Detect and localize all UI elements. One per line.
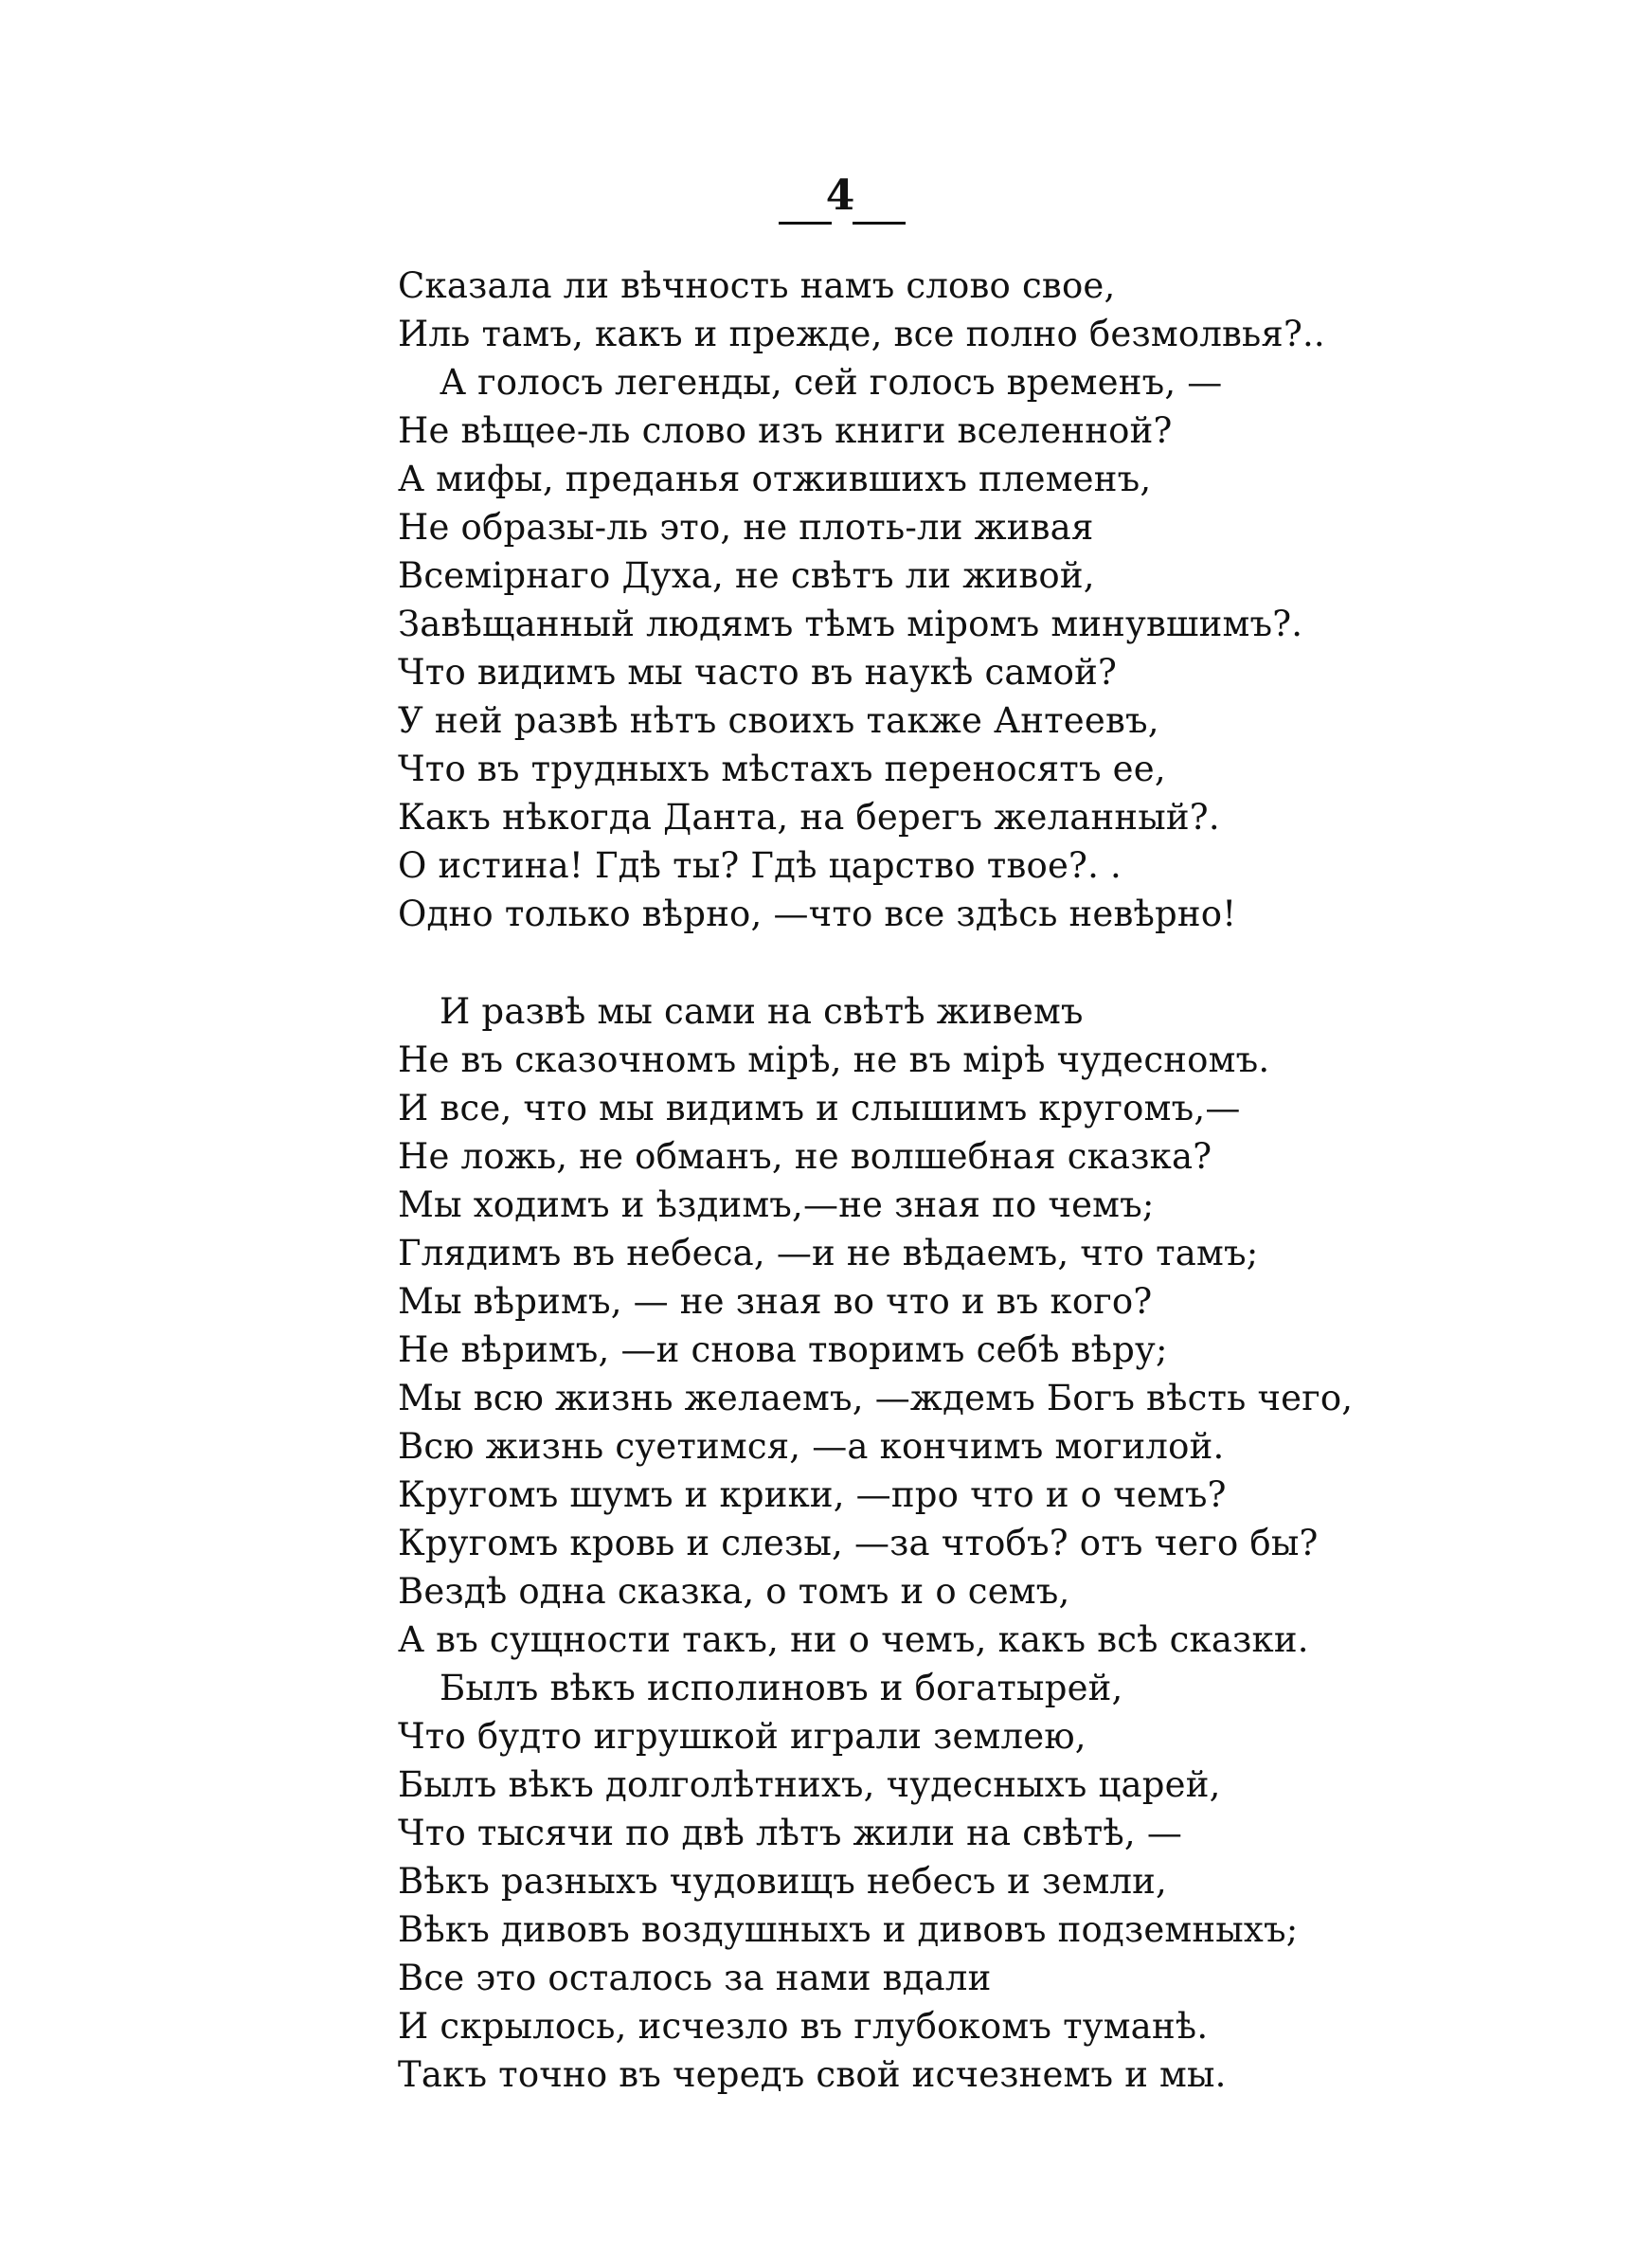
verse-line: Кругомъ шумъ и крики, —про что и о чемъ? <box>398 1474 1227 1515</box>
verse-line: Былъ вѣкъ исполиновъ и богатырей, <box>440 1668 1123 1708</box>
verse-line: Одно только вѣрно, —что все здѣсь невѣрно! <box>398 894 1237 934</box>
verse-line: Всемірнаго Духа, не свѣтъ ли живой, <box>398 555 1095 596</box>
verse-line: Мы вѣримъ, — не зная во что и въ кого? <box>398 1281 1153 1322</box>
verse-line: Что тысячи по двѣ лѣтъ жили на свѣтѣ, — <box>398 1813 1183 1853</box>
verse-line: Все это осталось за нами вдали <box>398 1958 992 1998</box>
verse-line: Какъ нѣкогда Данта, на берегъ желанный?. <box>398 797 1220 838</box>
verse-line: А мифы, преданья отжившихъ племенъ, <box>398 459 1152 499</box>
verse-line: Мы ходимъ и ѣздимъ,—не зная по чемъ; <box>398 1184 1155 1225</box>
verse-line: Не вѣримъ, —и снова творимъ себѣ вѣру; <box>398 1329 1168 1370</box>
verse-line: О истина! Гдѣ ты? Гдѣ царство твое?. . <box>398 845 1122 886</box>
verse-line: Не вѣщее-ль слово изъ книги вселенной? <box>398 410 1173 451</box>
verse-line: Иль тамъ, какъ и прежде, все полно безмолвья?.. <box>398 314 1325 354</box>
page-number-rule-right <box>853 222 906 225</box>
page-number: 4 <box>825 172 855 220</box>
stanza-1 <box>398 262 1345 938</box>
verse-line: Завѣщанный людямъ тѣмъ міромъ минувшимъ?. <box>398 604 1303 644</box>
verse-line: У ней развѣ нѣтъ своихъ также Антеевъ, <box>398 700 1159 741</box>
verse-line: Сказала ли вѣчность намъ слово свое, <box>398 265 1116 306</box>
verse-line: И развѣ мы сами на свѣтѣ живемъ <box>440 991 1084 1032</box>
stanza-2 <box>398 987 1354 2099</box>
verse-line: Вѣкъ дивовъ воздушныхъ и дивовъ подземныхъ; <box>398 1909 1299 1950</box>
verse-line: Не образы-ль это, не плоть-ли живая <box>398 507 1094 548</box>
verse-line: И все, что мы видимъ и слышимъ кругомъ,— <box>398 1088 1241 1128</box>
verse-line: Не въ сказочномъ мірѣ, не въ мірѣ чудесномъ. <box>398 1039 1270 1080</box>
verse-line: Вездѣ одна сказка, о томъ и о семъ, <box>398 1571 1070 1612</box>
verse-line: Кругомъ кровь и слезы, —за чтобъ? отъ чего бы? <box>398 1523 1319 1563</box>
verse-line: Вѣкъ разныхъ чудовищъ небесъ и земли, <box>398 1861 1167 1902</box>
verse-line: Такъ точно въ чередъ свой исчезнемъ и мы. <box>398 2054 1227 2095</box>
verse-line: Всю жизнь суетимся, —а кончимъ могилой. <box>398 1426 1225 1467</box>
verse-line: А въ сущности такъ, ни о чемъ, какъ всѣ сказки. <box>398 1619 1309 1660</box>
page-number-rule-left <box>779 222 832 225</box>
verse-line: Былъ вѣкъ долголѣтнихъ, чудесныхъ царей, <box>398 1764 1221 1805</box>
verse-line: Что въ трудныхъ мѣстахъ переносятъ ее, <box>398 749 1166 789</box>
verse-line: Не ложь, не обманъ, не волшебная сказка? <box>398 1136 1212 1177</box>
verse-line: Глядимъ въ небеса, —и не вѣдаемъ, что тамъ; <box>398 1233 1259 1273</box>
verse-line: Что видимъ мы часто въ наукѣ самой? <box>398 652 1118 693</box>
verse-line: Мы всю жизнь желаемъ, —ждемъ Богъ вѣсть чего, <box>398 1378 1354 1418</box>
verse-line: И скрылось, исчезло въ глубокомъ туманѣ. <box>398 2006 1209 2047</box>
verse-line: А голосъ легенды, сей голосъ временъ, — <box>440 362 1223 403</box>
verse-line: Что будто игрушкой играли землею, <box>398 1716 1086 1757</box>
